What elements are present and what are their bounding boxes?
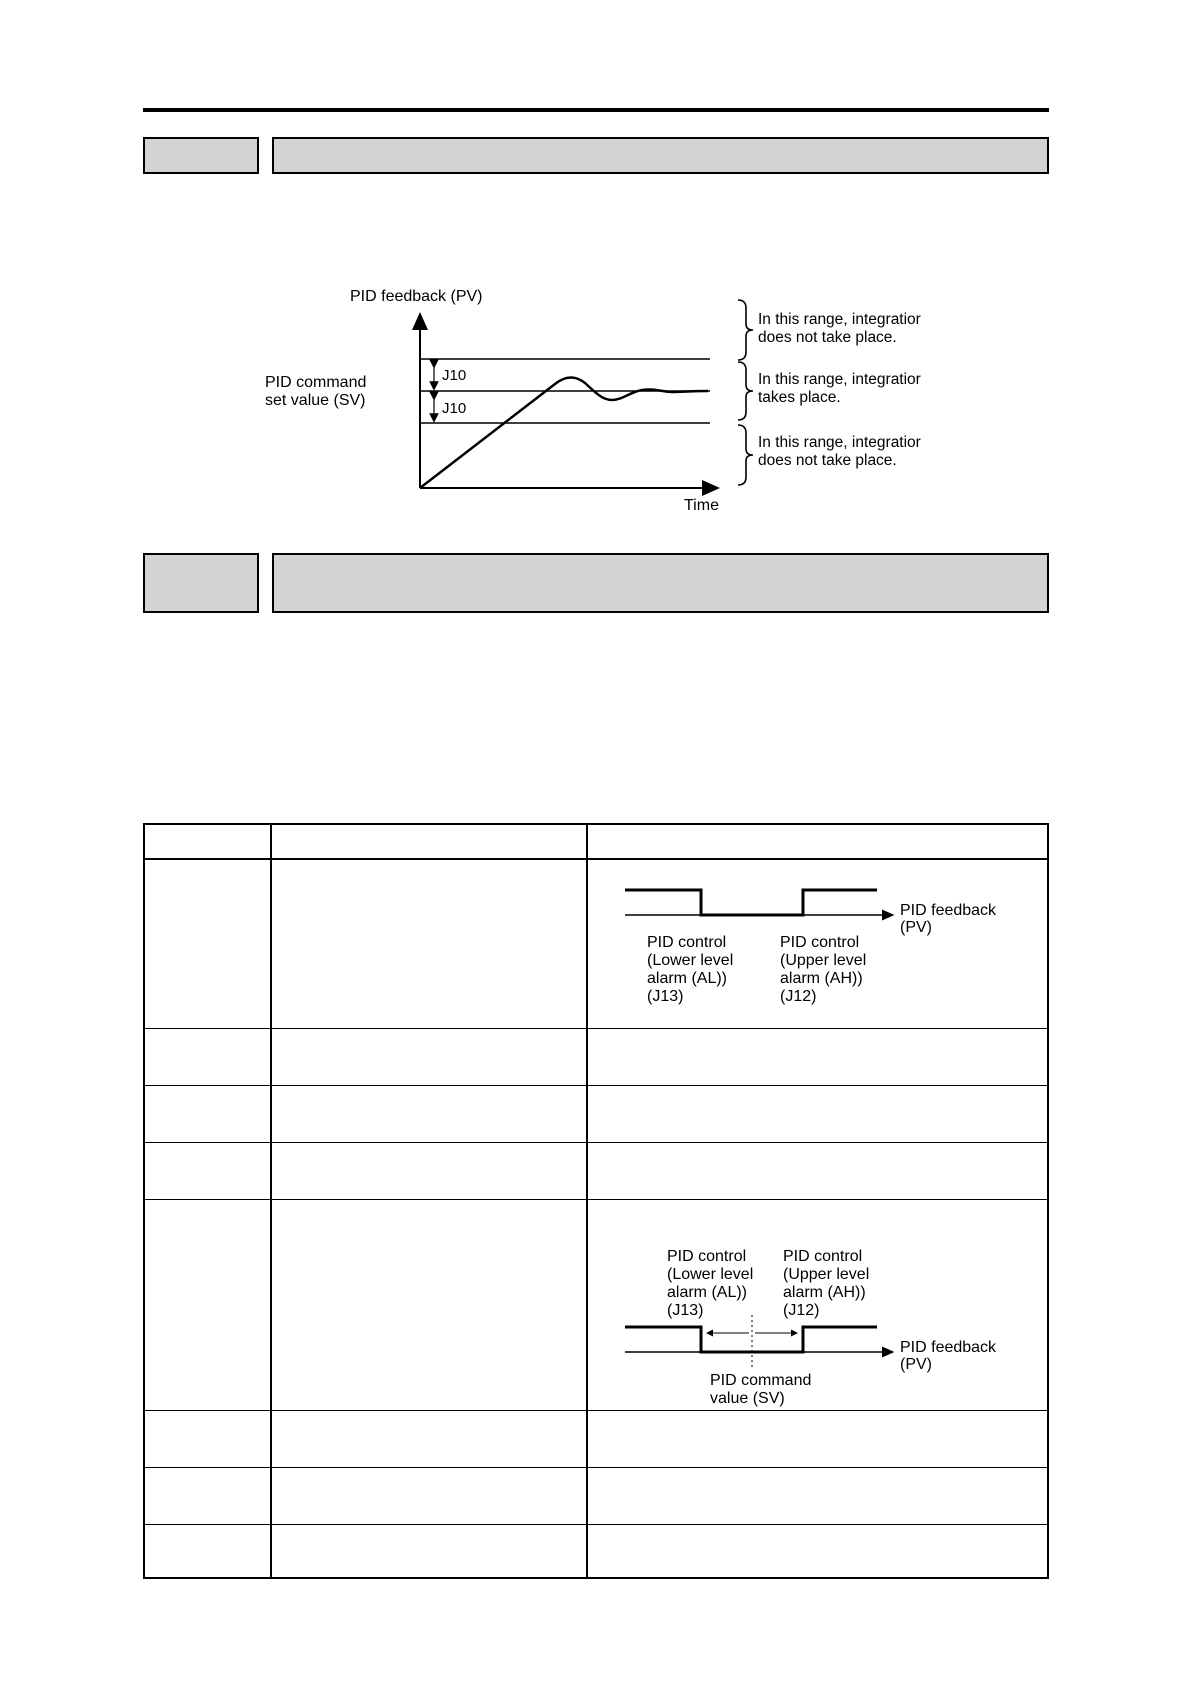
integration-range-figure <box>250 280 950 520</box>
lower-label-line3: alarm (AL)) <box>647 970 728 987</box>
row-divider <box>145 1467 1047 1468</box>
pv-axis-label-line1: PID feedback <box>900 1339 997 1356</box>
upper-label-line2: (Upper level <box>783 1266 870 1283</box>
mid-zone-brace <box>738 362 753 420</box>
lower-label-line1: PID control <box>647 934 727 951</box>
column-divider-2 <box>586 825 588 1577</box>
pv-axis-label-line2: (PV) <box>900 1356 932 1373</box>
upper-label-line3: alarm (AH)) <box>783 1284 866 1301</box>
section2-id-label <box>145 555 257 569</box>
upper-label-line3: alarm (AH)) <box>780 970 863 987</box>
pv-axis-label-line1: PID feedback <box>900 902 997 919</box>
lower-label-line1: PID control <box>667 1248 747 1265</box>
command-label-line2: value (SV) <box>710 1390 785 1407</box>
section2-id-box <box>143 553 259 613</box>
x-axis-label: Time <box>684 497 719 514</box>
lower-label-line4: (J13) <box>647 988 684 1005</box>
section1-id-label <box>145 139 257 153</box>
setpoint-label-line1: PID command <box>265 374 367 391</box>
zone-mid-line1: In this range, integratior <box>758 371 921 388</box>
bottom-zone-brace <box>738 425 753 485</box>
upper-band-label: J10 <box>442 367 467 384</box>
top-zone-brace <box>738 300 753 360</box>
alarm-output-signal <box>625 1327 877 1352</box>
setpoint-label-line2: set value (SV) <box>265 392 366 409</box>
upper-label-line1: PID control <box>780 934 860 951</box>
pv-response-curve <box>420 377 708 488</box>
upper-label-line1: PID control <box>783 1248 863 1265</box>
row-divider <box>145 1028 1047 1029</box>
command-label-line1: PID command <box>710 1372 812 1389</box>
lower-band-label: J10 <box>442 400 467 417</box>
lower-label-line2: (Lower level <box>667 1266 754 1283</box>
zone-top-line1: In this range, integratior <box>758 311 921 328</box>
page-top-rule <box>143 108 1049 112</box>
column-divider-1 <box>270 825 272 1577</box>
zone-top-line2: does not take place. <box>758 329 897 346</box>
section2-title <box>274 555 1047 569</box>
y-axis-label: PID feedback (PV) <box>350 288 483 305</box>
section2-title-box <box>272 553 1049 613</box>
row-divider <box>145 1410 1047 1411</box>
lower-label-line2: (Lower level <box>647 952 734 969</box>
row-divider <box>145 1142 1047 1143</box>
zone-bottom-line2: does not take place. <box>758 452 897 469</box>
row-divider <box>145 1199 1047 1200</box>
zone-bottom-line1: In this range, integratior <box>758 434 921 451</box>
section1-id-box <box>143 137 259 174</box>
pv-axis-label-line2: (PV) <box>900 919 932 936</box>
row-divider <box>145 1524 1047 1525</box>
lower-label-line4: (J13) <box>667 1302 704 1319</box>
row-divider <box>145 1085 1047 1086</box>
alarm-output-signal <box>625 890 877 915</box>
alarm-figure-absolute <box>615 885 1035 1025</box>
zone-mid-line2: takes place. <box>758 389 841 406</box>
upper-label-line4: (J12) <box>783 1302 820 1319</box>
section1-title <box>274 139 1047 153</box>
upper-label-line2: (Upper level <box>780 952 867 969</box>
lower-label-line3: alarm (AL)) <box>667 1284 748 1301</box>
alarm-figure-deviation <box>615 1245 1035 1410</box>
upper-label-line4: (J12) <box>780 988 817 1005</box>
section1-title-box <box>272 137 1049 174</box>
row-divider <box>145 858 1047 860</box>
alarm-table <box>143 823 1049 1579</box>
